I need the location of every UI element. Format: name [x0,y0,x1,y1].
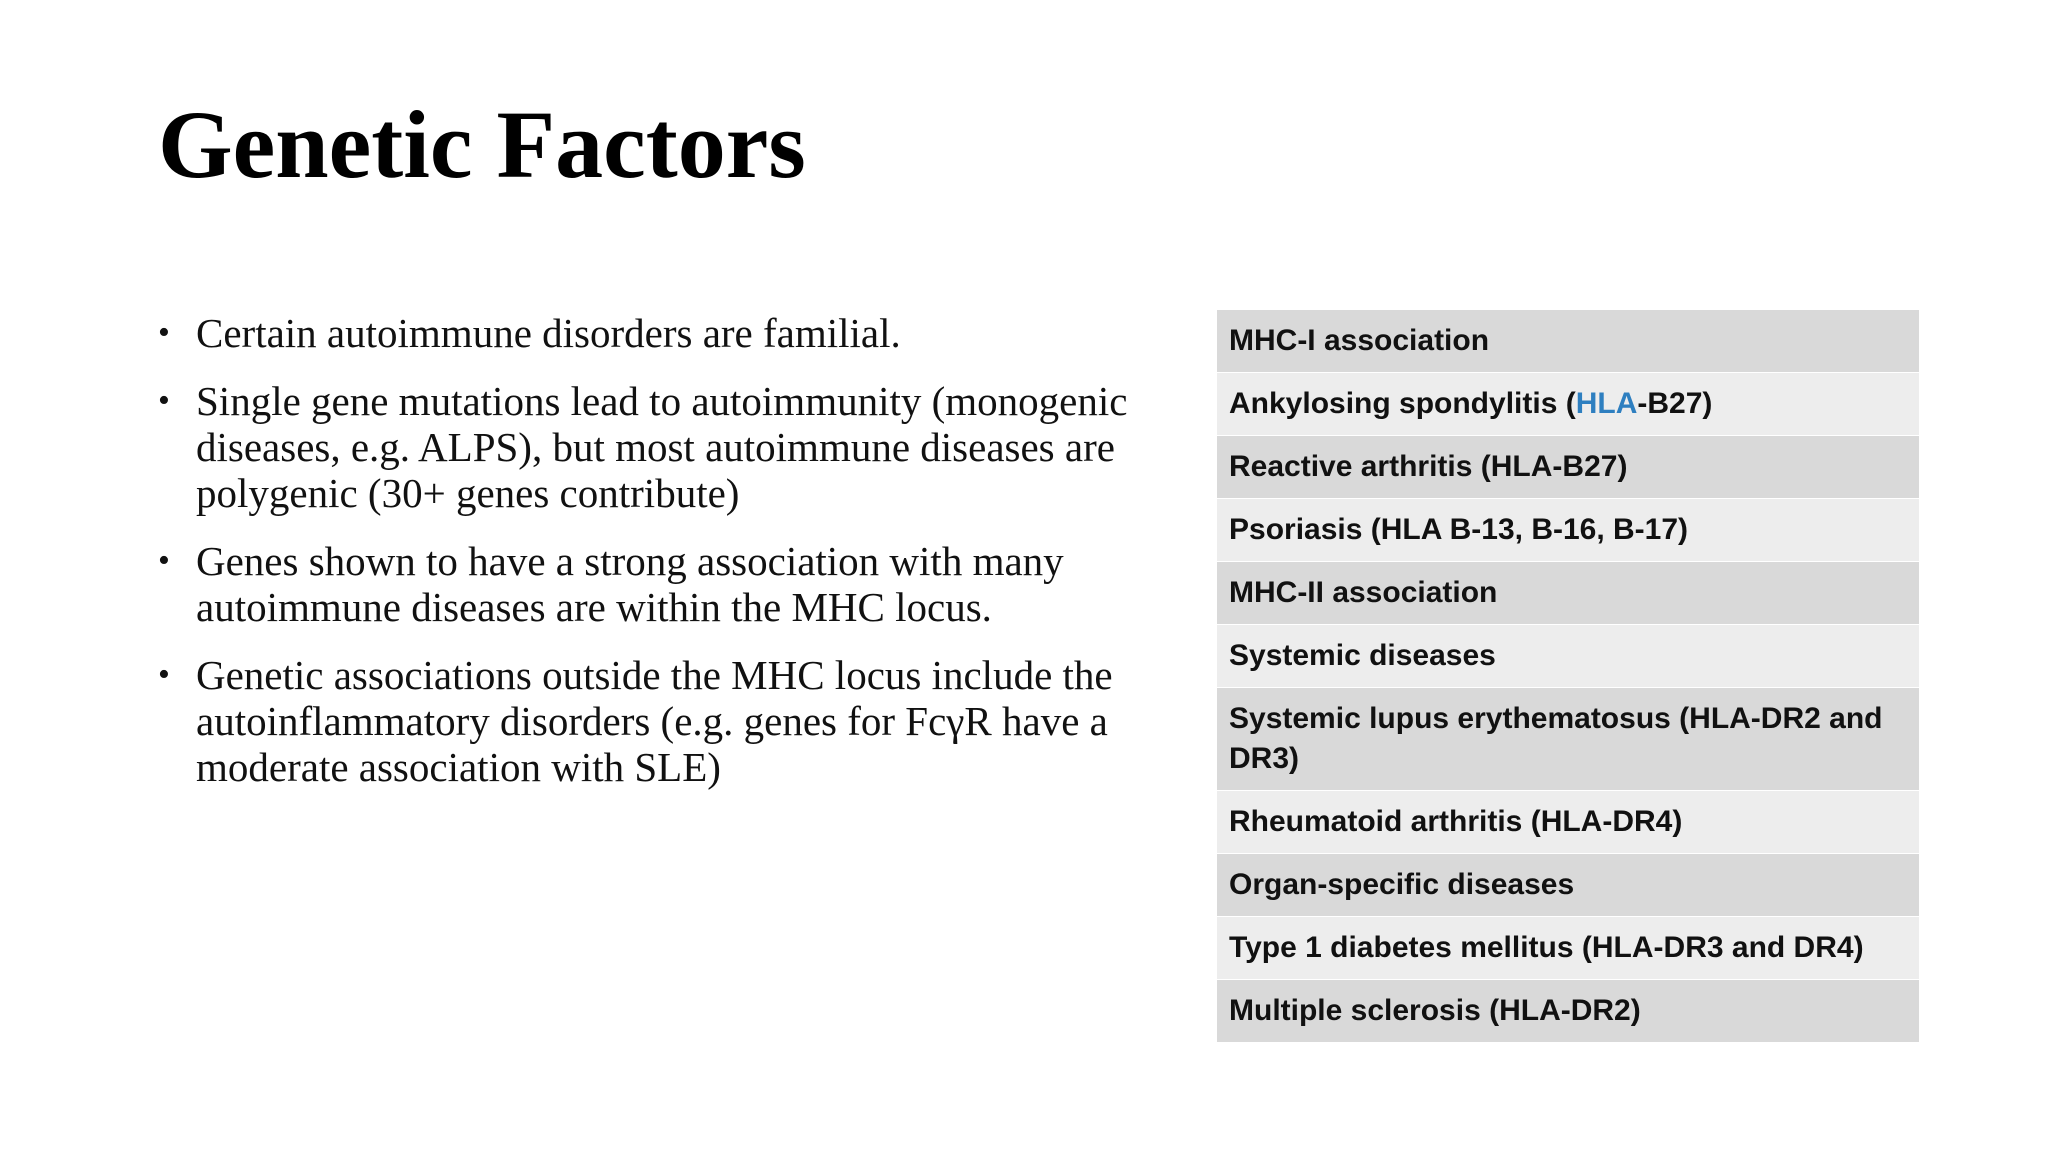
table-row [1217,373,1919,436]
table-row [1217,436,1919,499]
table-cell: Organ-specific diseases [1217,854,1919,917]
bullet-item [150,538,1180,630]
bullet-icon: • [158,542,170,579]
table-row [1217,562,1919,625]
bullet-text: Genetic associations outside the MHC locus include the autoinflammatory disorders (e.g. genes for FcγR have a moderate association with SLE) [196,652,1113,790]
bullet-text: Genes shown to have a strong association with many autoimmune diseases are within the MHC locus. [196,538,1064,630]
table-row [1217,980,1919,1043]
bullet-item [150,652,1180,790]
bullet-item [150,310,1180,356]
table-cell: Systemic diseases [1217,625,1919,688]
table-row [1217,688,1919,791]
hla-link[interactable]: HLA [1575,387,1638,420]
hla-association-table [1217,309,1919,1042]
table-cell: Type 1 diabetes mellitus (HLA-DR3 and DR4) [1217,917,1919,980]
table-row [1217,917,1919,980]
bullet-text: Certain autoimmune disorders are familial. [196,310,901,356]
table-cell: Reactive arthritis (HLA-B27) [1217,436,1919,499]
slide-title: Genetic Factors [158,91,806,198]
table-row [1217,791,1919,854]
cell-text: Ankylosing spondylitis ( [1229,387,1576,420]
table-cell: Psoriasis (HLA B-13, B-16, B-17) [1217,499,1919,562]
bullet-text: Single gene mutations lead to autoimmunity (monogenic diseases, e.g. ALPS), but most autoimmune diseases are polygenic (30+ genes contribute) [196,378,1128,516]
bullet-icon: • [158,314,170,351]
cell-text: -B27) [1637,387,1713,420]
bullet-icon: • [158,382,170,419]
table-row [1217,499,1919,562]
bullet-item [150,378,1180,516]
bullet-icon: • [158,656,170,693]
table-row [1217,854,1919,917]
table-cell: Rheumatoid arthritis (HLA-DR4) [1217,791,1919,854]
table-cell-mhc1-header: MHC-I association [1217,310,1919,373]
table-cell [1217,373,1919,436]
table-cell: Systemic lupus erythematosus (HLA-DR2 and DR3) [1217,688,1919,791]
table-cell-mhc2-header: MHC-II association [1217,562,1919,625]
table-row [1217,310,1919,373]
bullet-list [150,310,1180,812]
table-cell: Multiple sclerosis (HLA-DR2) [1217,980,1919,1043]
table-row [1217,625,1919,688]
